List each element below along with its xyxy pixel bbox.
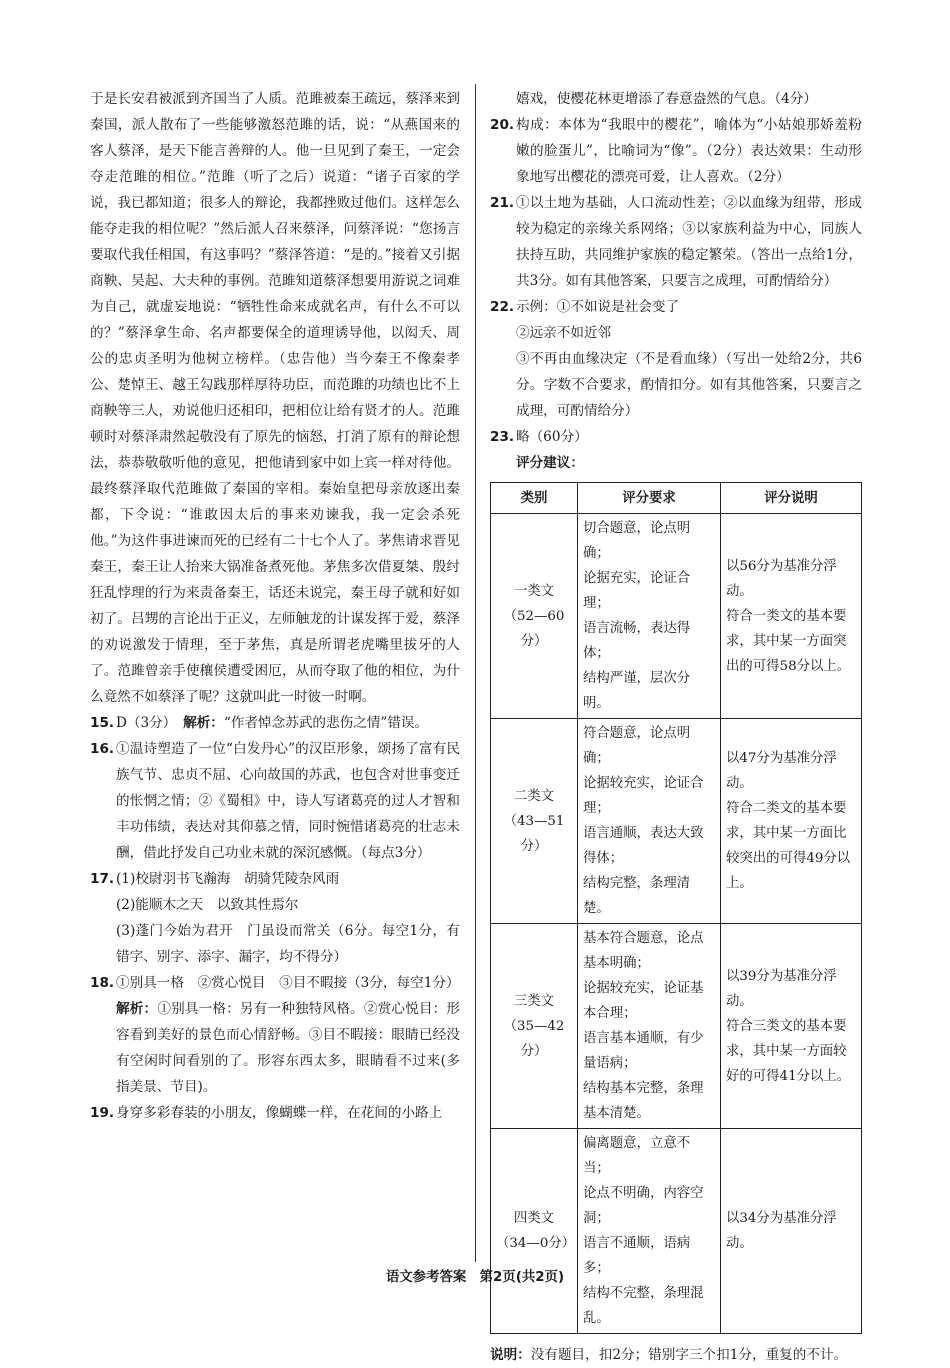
requirement-cell	[578, 924, 721, 1129]
question-number: 18.	[90, 975, 115, 991]
table-row	[491, 514, 862, 719]
question-21	[490, 190, 862, 294]
answer-text: ①别具一格 ②赏心悦目 ③目不暇接（3分，每空1分）	[116, 975, 460, 991]
question-16	[90, 736, 460, 866]
table-row	[491, 1129, 862, 1334]
category-cell	[491, 719, 578, 924]
requirement-item: 结构基本完整，条理基本清楚。	[583, 1081, 704, 1121]
column-header-category: 类别	[491, 483, 578, 514]
answer-body	[116, 710, 460, 736]
answer-text: ①温诗塑造了一位“白发丹心”的汉臣形象，颂扬了富有民族气节、忠贞不屈、心向故国的苏武，也包含对世事变迁的怅惘之情；②《蜀相》中，诗人写诸葛亮的过人才智和丰功伟绩，表达对其仰慕之情，同时惋惜诸葛亮的壮志未酬，借此抒发自己功业未就的深沉感慨。（每点3分）	[116, 741, 460, 861]
requirement-cell	[578, 514, 721, 719]
score-range: （34—0分）	[496, 1236, 576, 1251]
note-cell	[721, 719, 862, 924]
analysis-text: ①别具一格：另有一种独特风格。②赏心悦目：形容看到美好的景色而心情舒畅。③目不暇接：眼睛已经没有空闲时间看别的了。形容东西太多，眼睛看不过来(多指美景、节目)。	[116, 1001, 461, 1095]
question-number: 20.	[490, 117, 515, 133]
note-item: 以39分为基准分浮动。	[726, 968, 837, 1009]
answer-text: ①以土地为基础，人口流动性差；②以血缘为纽带，形成较为稳定的亲缘关系网络；③以家族利益为中心，同族人扶持互助，共同维护家族的稳定繁荣。（答出一点给1分，共3分。如有其他答案，只要言之成理，可酌情给分）	[516, 195, 862, 289]
table-row	[491, 719, 862, 924]
column-header-requirement: 评分要求	[578, 483, 721, 514]
answer-line: (1)校尉羽书飞瀚海 胡骑凭陵杂风雨	[116, 871, 340, 887]
column-header-note: 评分说明	[721, 483, 862, 514]
question-22	[490, 294, 862, 320]
footer-page-number: 第2页(共2页)	[479, 1270, 565, 1285]
requirement-item: 切合题意，论点明确；	[583, 521, 691, 561]
note-item: 以56分为基准分浮动。	[726, 558, 837, 599]
note-item: 以34分为基准分浮动。	[726, 1211, 837, 1251]
category-name: 二类文	[513, 788, 555, 804]
scoring-note	[490, 1342, 862, 1368]
note-text: 没有题目，扣2分；错别字三个扣1分，重复的不计。	[530, 1347, 848, 1363]
answer-line: ②远亲不如近邻	[516, 325, 612, 341]
analysis-label: 解析：	[116, 1001, 158, 1017]
answer-line: (2)能顺木之天 以致其性焉尔	[116, 897, 299, 913]
category-cell	[491, 1129, 578, 1334]
requirement-cell	[578, 1129, 721, 1334]
question-20	[490, 112, 862, 190]
note-item: 符合三类文的基本要求，其中某一方面较好的可得41分以上。	[726, 1018, 851, 1084]
question-number: 17.	[90, 871, 115, 887]
question-23	[490, 424, 862, 450]
question-15	[90, 710, 460, 736]
answer-line: 示例：①不如说是社会变了	[516, 299, 680, 315]
requirement-cell	[578, 719, 721, 924]
table-header-row	[491, 483, 862, 514]
question-17	[90, 866, 460, 892]
note-item: 以47分为基准分浮动。	[726, 751, 837, 791]
requirement-item: 语言通顺，表达大致得体；	[583, 826, 704, 866]
scoring-title: 评分建议：	[516, 455, 584, 471]
table-row	[491, 924, 862, 1129]
note-item: 符合一类文的基本要求，其中某一方面突出的可得58分以上。	[726, 608, 851, 674]
requirement-item: 结构严谨，层次分明。	[583, 671, 691, 711]
requirement-item: 语言不通顺，语病多；	[583, 1236, 691, 1276]
right-column	[490, 86, 862, 1368]
question-number: 23.	[490, 429, 515, 445]
answer-line: ③不再由血缘决定（不是看血缘）（写出一处给2分，共6分。字数不合要求，酌情扣分。如有其他答案，只要言之成理，可酌情给分）	[516, 351, 862, 419]
answer-line: (3)蓬门今始为君开 门虽设而常关（6分。每空1分，有错字、别字、添字、漏字，均不得分）	[116, 923, 460, 965]
note-cell	[721, 924, 862, 1129]
requirement-item: 符合题意，论点明确；	[583, 726, 691, 766]
requirement-item: 结构完整，条理清楚。	[583, 876, 691, 916]
requirement-item: 偏离题意，立意不当；	[583, 1136, 691, 1176]
passage-translation: 于是长安君被派到齐国当了人质。范雎被秦王疏远，蔡泽来到秦国，派人散布了一些能够激怒范雎的话，说：“从燕国来的客人蔡泽，是天下能言善辩的人。他一旦见到了秦王，一定会夺走范雎的相位。”范雎（听了之后）说道：“诸子百家的学说，我已都知道；很多人的辩论，我都挫败过他们。这样怎么能夺走我的相位呢？”然后派人召来蔡泽，问蔡泽说：“您扬言要取代我任相国，有这事吗？”蔡泽答道：“是的。”接着又引据商鞅、吴起、大夫种的事例。范雎知道蔡泽想要用游说之词难为自己，就虚妄地说：“牺牲性命来成就名声，有什么不可以的？”蔡泽拿生命、名声都要保全的道理诱导他，以闳夭、周公的忠贞圣明为他树立榜样。（忠告他）当今秦王不像秦孝公、楚悼王、越王勾践那样厚待功臣，而范雎的功绩也比不上商鞅等三人，劝说他归还相印，把相位让给有贤才的人。范雎顿时对蔡泽肃然起敬没有了原先的恼怒，打消了原有的辩论想法，恭恭敬敬听他的意见，把他请到家中如上宾一样对待他。最终蔡泽取代范雎做了秦国的宰相。秦始皇把母亲放逐出秦都，下令说：“谁敢因太后的事来劝谏我，我一定会杀死他。”为这件事进谏而死的已经有二十七个人了。茅焦请求晋见秦王，秦王让人抬来大锅准备煮死他。茅焦多次借夏桀、殷纣狂乱悖理的行为来责备秦王，话还未说完，秦王母子就和好如初了。吕甥的言论出于正义，左师触龙的计谋发挥于爱，蔡泽的劝说激发于情理，至于茅焦，真是所谓老虎嘴里拔牙的人了。范雎曾亲手使穰侯遭受困厄，从而夺取了他的相位，为什么竟然不如蔡泽了呢？这就叫此一时彼一时啊。	[90, 91, 460, 705]
requirement-item: 结构不完整，条理混乱。	[583, 1286, 704, 1326]
requirement-item: 论据较充实，论证基本合理；	[583, 981, 704, 1021]
category-name: 三类文	[513, 993, 555, 1009]
note-cell	[721, 514, 862, 719]
question-number: 22.	[490, 299, 515, 315]
question-19-continued: 嬉戏，使樱花林更增添了春意盎然的气息。（4分）	[516, 91, 817, 107]
left-column	[90, 86, 460, 1126]
question-number: 19.	[90, 1105, 115, 1121]
score-range: （35—42分）	[503, 1018, 565, 1059]
page-footer	[0, 1266, 950, 1285]
note-item: 符合二类文的基本要求，其中某一方面比较突出的可得49分以上。	[726, 801, 851, 891]
scoring-table	[490, 482, 862, 1334]
requirement-item: 语言基本通顺，有少量语病；	[583, 1031, 704, 1071]
column-divider	[475, 84, 476, 1262]
answer-text: 略（60分）	[516, 429, 588, 445]
question-number: 16.	[90, 741, 115, 757]
note-label: 说明：	[490, 1347, 531, 1363]
score-range: （43—51分）	[503, 813, 565, 854]
question-number: 15.	[90, 715, 115, 731]
category-name: 四类文	[513, 1211, 555, 1226]
answer-text: 身穿多彩春装的小朋友，像蝴蝶一样，在花间的小路上	[116, 1105, 443, 1121]
requirement-item: 语言流畅，表达得体；	[583, 621, 691, 661]
question-number: 21.	[490, 195, 515, 211]
answer-text: D（3分）	[116, 715, 184, 731]
analysis-block	[116, 996, 460, 1100]
requirement-item: 论点不明确，内容空洞；	[583, 1186, 704, 1226]
requirement-item: 论据充实，论证合理；	[583, 571, 691, 611]
analysis-text: “作者悼念苏武的悲伤之情”错误。	[223, 715, 429, 731]
requirement-item: 基本符合题意，论点基本明确；	[583, 931, 704, 971]
answer-text: 构成：本体为“我眼中的樱花”，喻体为“小姑娘那娇羞粉嫩的脸蛋儿”，比喻词为“像”。（2分）表达效果：生动形象地写出樱花的漂亮可爱，让人喜欢。（2分）	[516, 117, 862, 185]
category-name: 一类文	[513, 583, 555, 599]
category-cell	[491, 924, 578, 1129]
footer-title: 语文参考答案	[385, 1270, 467, 1285]
score-range: （52—60分）	[503, 608, 565, 649]
question-18	[90, 970, 460, 996]
note-cell	[721, 1129, 862, 1334]
category-cell	[491, 514, 578, 719]
analysis-label: 解析：	[183, 715, 224, 731]
requirement-item: 论据较充实，论证合理；	[583, 776, 704, 816]
question-19	[90, 1100, 460, 1126]
